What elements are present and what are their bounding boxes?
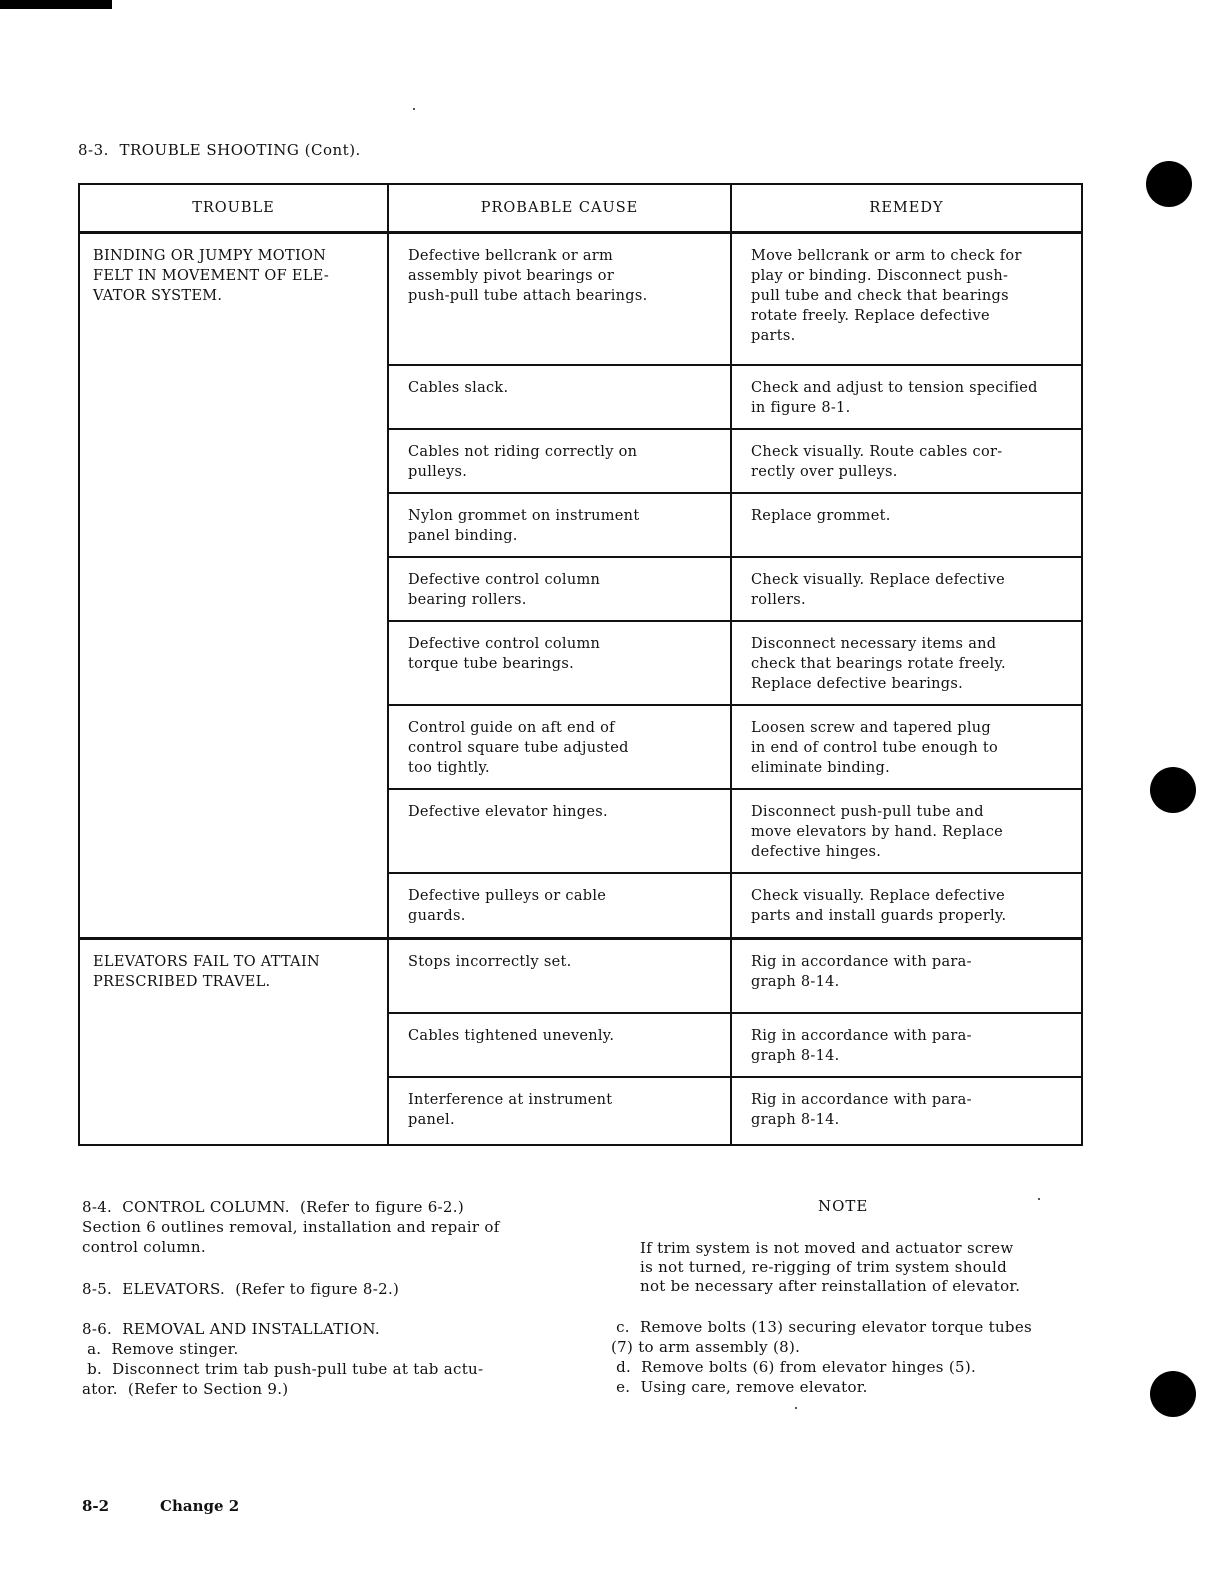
probable-cause-cell: Defective control column bearing rollers.	[388, 557, 731, 621]
table-header-row	[79, 184, 1082, 233]
header-remedy: REMEDY	[731, 184, 1082, 233]
section-title: 8-3. TROUBLE SHOOTING (Cont).	[78, 141, 361, 159]
probable-cause-cell: Defective control column torque tube bearings.	[388, 621, 731, 705]
paragraph-8-4-control-column: 8-4. CONTROL COLUMN. (Refer to figure 6-2.) Section 6 outlines removal, installation and repair of control column.	[82, 1198, 500, 1256]
removal-steps-continued: c. Remove bolts (13) securing elevator torque tubes (7) to arm assembly (8). d. Remove bolts (6) from elevator hinges (5). e. Using care, remove elevator.	[611, 1318, 1033, 1396]
probable-cause-cell: Defective pulleys or cable guards.	[388, 873, 731, 939]
scan-speck	[413, 108, 415, 110]
probable-cause-cell: Defective elevator hinges.	[388, 789, 731, 873]
troubleshooting-table	[78, 183, 1083, 1146]
probable-cause-cell: Cables slack.	[388, 365, 731, 429]
header-trouble: TROUBLE	[79, 184, 388, 233]
probable-cause-cell: Interference at instrument panel.	[388, 1077, 731, 1145]
remedy-cell: Rig in accordance with para- graph 8-14.	[731, 1013, 1082, 1077]
scan-speck	[795, 1407, 797, 1409]
probable-cause-cell: Stops incorrectly set.	[388, 939, 731, 1013]
remedy-cell: Move bellcrank or arm to check for play or binding. Disconnect push- pull tube and check that bearings rotate freely. Replace defective parts.	[731, 233, 1082, 365]
probable-cause-cell: Cables tightened unevenly.	[388, 1013, 731, 1077]
table-row	[79, 939, 1082, 1013]
binder-hole-bottom	[1150, 1371, 1196, 1417]
probable-cause-cell: Nylon grommet on instrument panel binding.	[388, 493, 731, 557]
trouble-cell: ELEVATORS FAIL TO ATTAIN PRESCRIBED TRAVEL.	[79, 939, 388, 1145]
header-probable-cause: PROBABLE CAUSE	[388, 184, 731, 233]
page-number: 8-2	[82, 1497, 110, 1515]
remedy-cell: Disconnect necessary items and check that bearings rotate freely. Replace defective bearings.	[731, 621, 1082, 705]
remedy-cell: Disconnect push-pull tube and move elevators by hand. Replace defective hinges.	[731, 789, 1082, 873]
change-number: Change 2	[160, 1497, 240, 1515]
remedy-cell: Check and adjust to tension specified in figure 8-1.	[731, 365, 1082, 429]
top-edge-bar	[0, 0, 112, 9]
trouble-cell: BINDING OR JUMPY MOTION FELT IN MOVEMENT OF ELE- VATOR SYSTEM.	[79, 233, 388, 939]
remedy-cell: Check visually. Route cables cor- rectly over pulleys.	[731, 429, 1082, 493]
remedy-cell: Replace grommet.	[731, 493, 1082, 557]
remedy-cell: Rig in accordance with para- graph 8-14.	[731, 939, 1082, 1013]
note-body: If trim system is not moved and actuator screw is not turned, re-rigging of trim system should not be necessary after reinstallation of elevator.	[640, 1239, 1021, 1295]
probable-cause-cell: Defective bellcrank or arm assembly pivot bearings or push-pull tube attach bearings.	[388, 233, 731, 365]
scan-speck	[1038, 1198, 1040, 1200]
remedy-cell: Rig in accordance with para- graph 8-14.	[731, 1077, 1082, 1145]
probable-cause-cell: Cables not riding correctly on pulleys.	[388, 429, 731, 493]
remedy-cell: Check visually. Replace defective parts and install guards properly.	[731, 873, 1082, 939]
table-row	[79, 233, 1082, 365]
paragraph-8-5-elevators: 8-5. ELEVATORS. (Refer to figure 8-2.)	[82, 1280, 400, 1298]
binder-hole-top	[1146, 161, 1192, 207]
note-title: NOTE	[818, 1197, 869, 1215]
binder-hole-middle	[1150, 767, 1196, 813]
paragraph-8-6-removal: 8-6. REMOVAL AND INSTALLATION. a. Remove stinger. b. Disconnect trim tab push-pull tube at tab actu- ator. (Refer to Section 9.)	[82, 1320, 484, 1398]
remedy-cell: Loosen screw and tapered plug in end of control tube enough to eliminate binding.	[731, 705, 1082, 789]
probable-cause-cell: Control guide on aft end of control square tube adjusted too tightly.	[388, 705, 731, 789]
remedy-cell: Check visually. Replace defective rollers.	[731, 557, 1082, 621]
